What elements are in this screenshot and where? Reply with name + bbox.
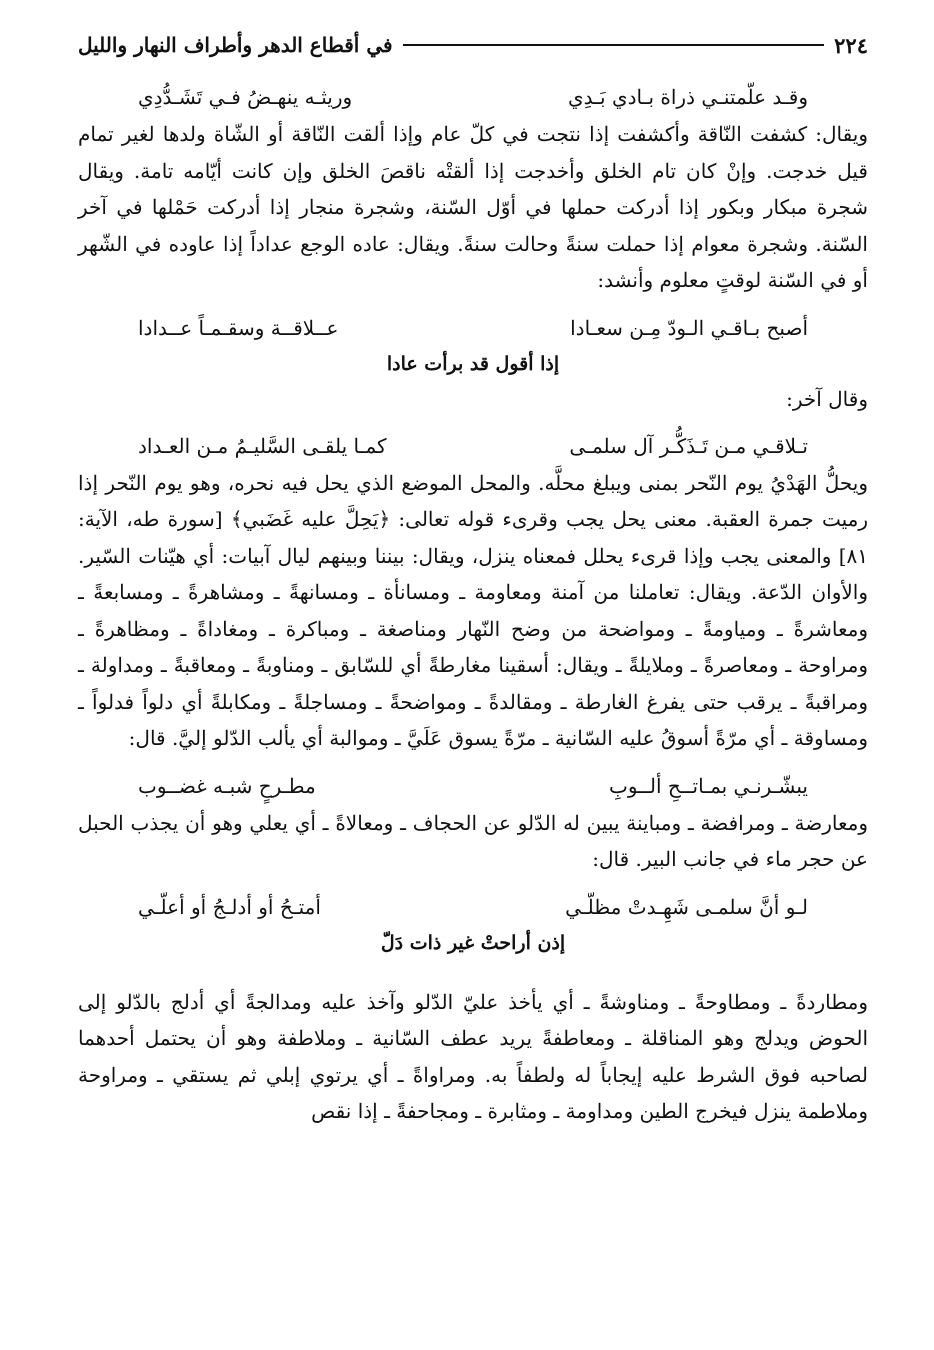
verse-2-first-hemistich: أصبح بـاقـي الـودّ مِـن سعـادا (570, 315, 808, 340)
paragraph-4: ومطاردةً ـ ومطاوحةً ـ ومناوشةً ـ أي يأخذ عليّ الدّلو وآخذ عليه ومدالجةً أي أدلج بالدّلو إلى الحوض ويدلج وهو المناقلة ـ ومعاطفةً يريد عطف السّانية ـ وملاطفة وهو أن يحتمل أحدهما لصاحبه فوق الشرط عليه إيجاباً له ولطفاً به. ومراواةً ـ أي يرتوي إبلي ثم يستقي ـ ومراوحة وملاطمة ينزل فيخرج الطين ومداومة ـ ومثابرة ـ ومجاحفةً ـ إذا نقص (78, 989, 868, 1123)
verse-3-first-hemistich: تـلاقـي مـن تَـذَكُّـر آل سلمـى (569, 433, 808, 458)
another-said-label: وقال آخر: (786, 386, 868, 411)
verse-1 (78, 78, 868, 116)
verse-2 (78, 309, 868, 347)
verse-2-second-hemistich: عــلاقــة وسقـمـاً عــدادا (138, 315, 339, 340)
verse-5-second-hemistich: أمتـحُ أو أدلـجُ أو أعلّـي (138, 894, 321, 919)
verse-2-extra-line: إذا أقول قد برأت عادا (386, 352, 560, 375)
running-title: في أقطاع الدهر وأطراف النهار والليل (78, 33, 393, 57)
verse-1-second-hemistich: وريثـه ينهـضُ فـي تَشَـدُّدِي (138, 85, 353, 109)
verse-5-extra-line: إذن أراحتْ غير ذات دَلّ (380, 931, 566, 954)
verse-5 (78, 888, 868, 926)
verse-1-first-hemistich: وقـد علّمتنـي ذراة بـادي بَـدِي (568, 85, 808, 109)
paragraph-2: ويحلُّ الهَدْيُ يوم النّحر بمنى ويبلغ محلَّه. والمحل الموضع الذي يحل فيه نحره، وهو يوم النّحر إذا رميت جمرة العقبة. معنى يحل يجب وقرىء قوله تعالى: ﴿يَحِلَّ عليه غَضَبي﴾ [سورة طه، الآية: ٨١] والمعنى يجب وإذا قرىء يحلل فمعناه ينزل، ويقال: بيننا وبينهم ليال آبيات: أي هيّنات السّير. والأوان الدّعة. ويقال: تعاملنا من آمنة ومعاومة ـ ومسانأة ـ ومسانهةً ـ ومشاهرةً ـ ومسابعةً ـ ومعاشرةً ـ ومياومةً ـ ومواضحة من وضح النّهار ومناصغة ـ ومباكرة ـ ومغاداةً ـ ومظاهرةً ـ ومراوحة ـ ومعاصرةً ـ وملايلةً ـ ويقال: أسقينا مغارطةً أي للسّابق ـ ومناوبةً ـ ومعاقبةً ـ ومداولة ـ ومراقبةً ـ يرقب حتى يفرغ الغارطة ـ ومقالدةً ـ ومواضحةً ـ ومساجلةً ـ ومكابلةً أي دلواً فدلواً ـ ومساوقة ـ أي مرّةً أسوقُ عليه السّانية ـ مرّةً يسوق عَلَيَّ ـ وموالبة أي يألب الدّلو إليَّ. قال: (78, 470, 868, 750)
header-rule (403, 44, 825, 46)
book-page (78, 28, 868, 1130)
verse-4-second-hemistich: مطـرحٍ شبـه غضــوب (138, 773, 316, 798)
page-header (78, 28, 868, 62)
verse-5-first-hemistich: لـو أنَّ سلمـى شَهِـدتْ مظلّـي (565, 894, 808, 919)
verse-4-first-hemistich: يبشّـرنـي بمـاتــحِ ألــوبِ (609, 773, 808, 798)
page-number: ٢٢٤ (834, 32, 868, 58)
paragraph-3: ومعارضة ـ ومرافضة ـ ومباينة يبين له الدّلو عن الحجاف ـ ومعالاةً ـ أي يعلي وهو أن يجذب الحبل عن حجر ماء في جانب البير. قال: (78, 810, 868, 871)
verse-4 (78, 767, 868, 805)
verse-3-second-hemistich: كمـا يلقـى السَّليـمُ مـن العـداد (138, 433, 387, 458)
verse-3 (78, 427, 868, 465)
paragraph-1: ويقال: كشفت النّاقة وأكشفت إذا نتجت في كلّ عام وإذا ألقت النّاقة أو الشّاة ولدها لغير تمام قيل خدجت. وإنْ كان تام الخلق وأخدجت إذا ألقتْه ناقصَ الخلق وإن كانت أيّامه تامة. ويقال شجرة مبكار وبكور إذا أدركت حملها في أوّل السّنة، وشجرة منجار إذا أدركت حَمْلها في آخر السّنة. وشجرة معوام إذا حملت سنةً وحالت سنةً. ويقال: عاده الوجع عداداً إذا عاوده في الشّهر أو في السّنة لوقتٍ معلوم وأنشد: (78, 122, 868, 292)
